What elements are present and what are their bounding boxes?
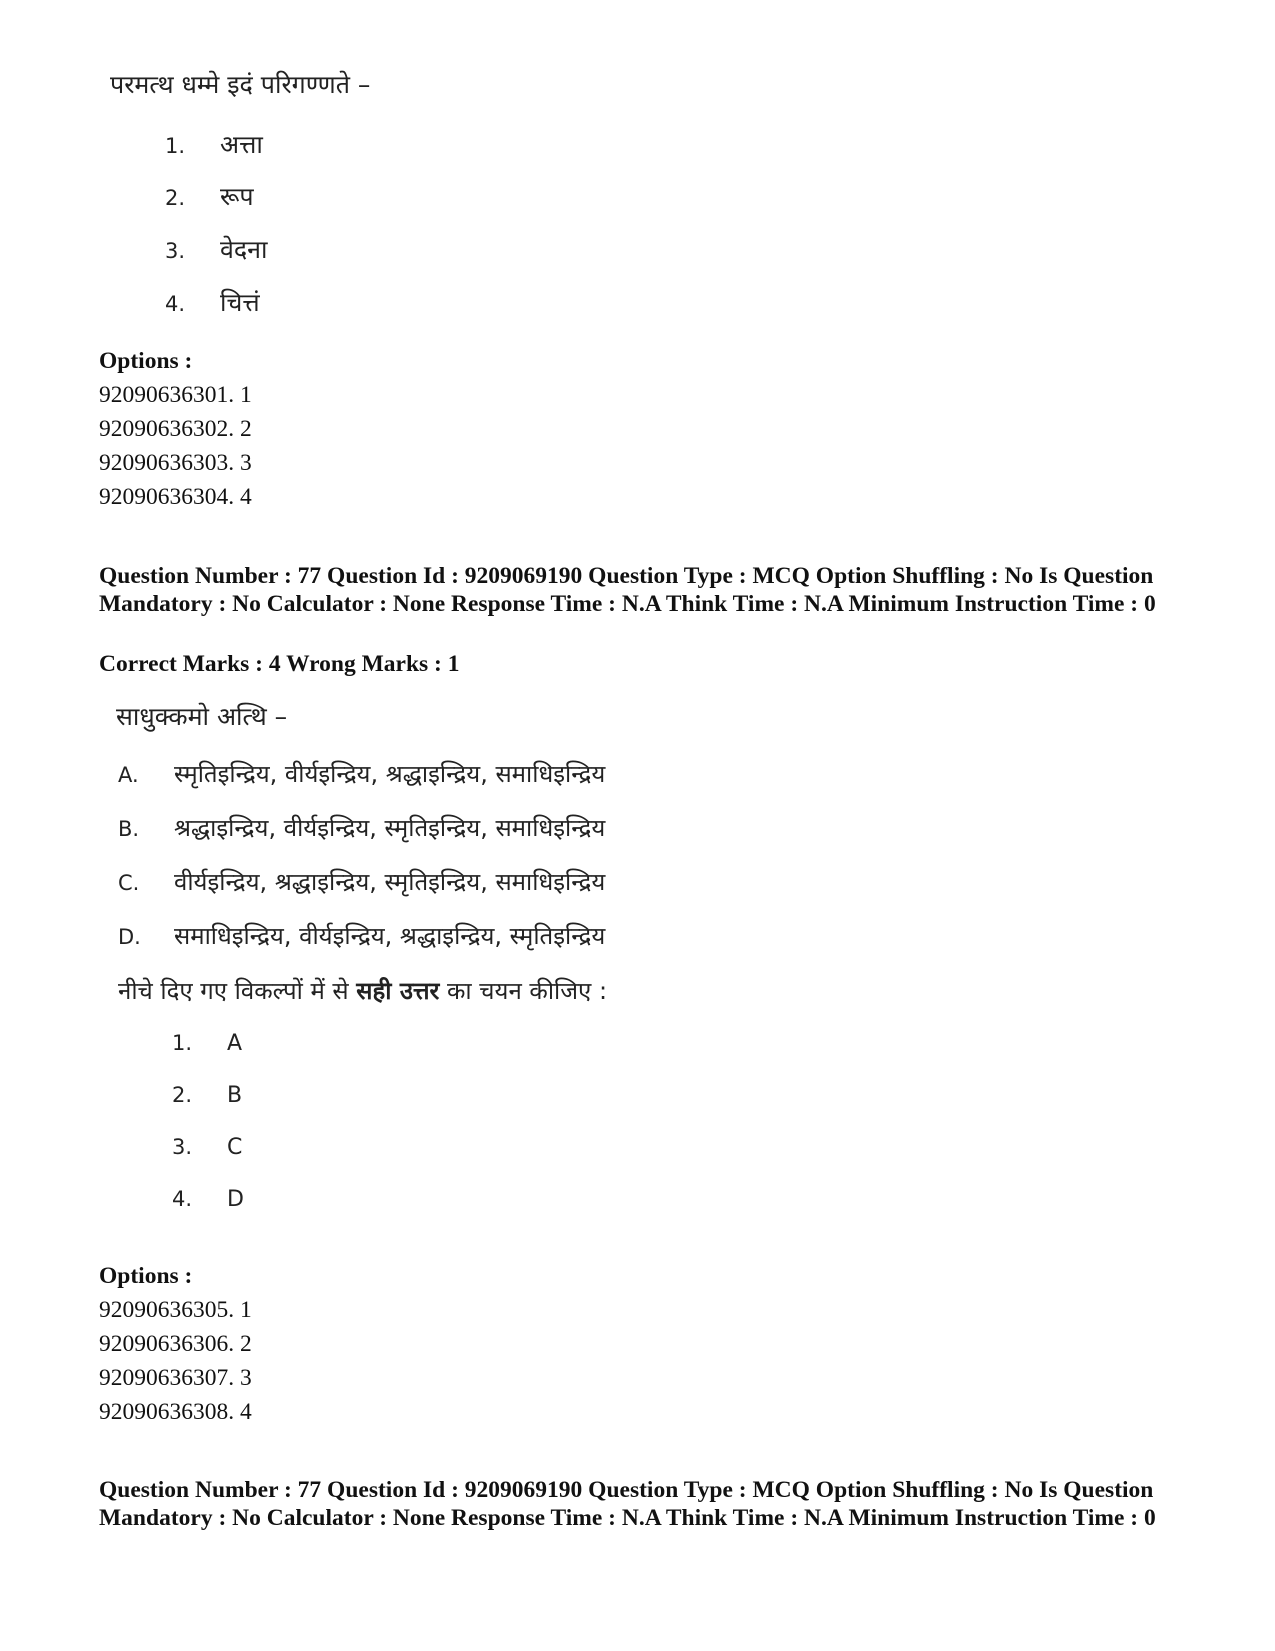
q76-item-text: वेदना <box>220 235 268 264</box>
q77-marks: Correct Marks : 4 Wrong Marks : 1 <box>99 651 460 677</box>
q76-item-text: रूप <box>220 182 254 211</box>
option-line: 92090636304. 4 <box>99 484 252 510</box>
statement-letter: B. <box>118 817 140 841</box>
q77-stem-text: साधुक्कमो अत्थि – <box>116 702 288 731</box>
q76-item-text: अत्ता <box>220 130 263 159</box>
q76-options <box>99 344 252 514</box>
q77-item-number: 1. <box>172 1031 193 1055</box>
q76-item-text: चित्तं <box>220 288 260 317</box>
instruction-text: का चयन कीजिए : <box>439 977 608 1005</box>
statement-letter: A. <box>118 763 139 787</box>
statement-text: समाधिइन्द्रिय, वीर्यइन्द्रिय, श्रद्धाइन्द्रिय, स्मृतिइन्द्रिय <box>174 922 606 950</box>
statement-text: श्रद्धाइन्द्रिय, वीर्यइन्द्रिय, स्मृतिइन्द्रिय, समाधिइन्द्रिय <box>174 814 606 842</box>
option-line: 92090636303. 3 <box>99 450 252 476</box>
q76-item <box>165 179 254 213</box>
q76-stem-text: परमत्थ धम्मे इदं परिगण्णते – <box>110 70 371 99</box>
statement-letter: C. <box>118 871 140 895</box>
q76-item-number: 1. <box>165 134 186 158</box>
q76-stem <box>110 72 370 97</box>
q77-stem <box>116 704 287 729</box>
q77-item <box>172 1083 242 1108</box>
option-line: 92090636302. 2 <box>99 416 252 442</box>
q77-item <box>172 1135 242 1160</box>
q77-instruction <box>118 974 607 1007</box>
statement-text: वीर्यइन्द्रिय, श्रद्धाइन्द्रिय, स्मृतिइन्द्रिय, समाधिइन्द्रिय <box>174 868 606 896</box>
instruction-emphasis: सही उत्तर <box>356 977 440 1005</box>
q76-item-number: 2. <box>165 186 186 210</box>
statement-letter: D. <box>118 925 141 949</box>
option-line: 92090636301. 1 <box>99 382 252 408</box>
q76-item-number: 4. <box>165 292 186 316</box>
q77-item-text: D <box>227 1187 244 1212</box>
options-label: Options : <box>99 348 193 374</box>
q77-item-text: B <box>227 1083 243 1108</box>
q77-item-text: C <box>227 1135 243 1160</box>
q77-statement <box>118 757 605 790</box>
q77-item-number: 3. <box>172 1135 193 1159</box>
q76-item <box>165 285 260 319</box>
q77-item-number: 4. <box>172 1187 193 1211</box>
q77-statement <box>118 865 605 898</box>
q77-statement <box>118 811 605 844</box>
next-question-metadata: Question Number : 77 Question Id : 9209069190 Question Type : MCQ Option Shuffling : No Is Question Mandatory : No Calculator : None Response Time : N.A Think Time : N.A Minimum Instruction Time : 0 <box>99 1477 1156 1531</box>
q76-item-number: 3. <box>165 239 186 263</box>
q76-item <box>165 127 263 161</box>
q77-item-text: A <box>227 1031 243 1056</box>
options-label: Options : <box>99 1263 193 1289</box>
option-line: 92090636306. 2 <box>99 1331 252 1357</box>
statement-text: स्मृतिइन्द्रिय, वीर्यइन्द्रिय, श्रद्धाइन्द्रिय, समाधिइन्द्रिय <box>174 760 606 788</box>
q77-item-number: 2. <box>172 1083 193 1107</box>
q77-metadata: Question Number : 77 Question Id : 9209069190 Question Type : MCQ Option Shuffling : No Is Question Mandatory : No Calculator : None Response Time : N.A Think Time : N.A Minimum Instruction Time : 0 <box>99 563 1156 617</box>
q77-statement <box>118 919 605 952</box>
instruction-text: नीचे दिए गए विकल्पों में से <box>118 977 357 1005</box>
q77-item <box>172 1187 244 1212</box>
option-line: 92090636307. 3 <box>99 1365 252 1391</box>
option-line: 92090636308. 4 <box>99 1399 252 1425</box>
option-line: 92090636305. 1 <box>99 1297 252 1323</box>
q76-item <box>165 232 268 266</box>
q77-item <box>172 1031 242 1056</box>
q77-options <box>99 1259 252 1429</box>
